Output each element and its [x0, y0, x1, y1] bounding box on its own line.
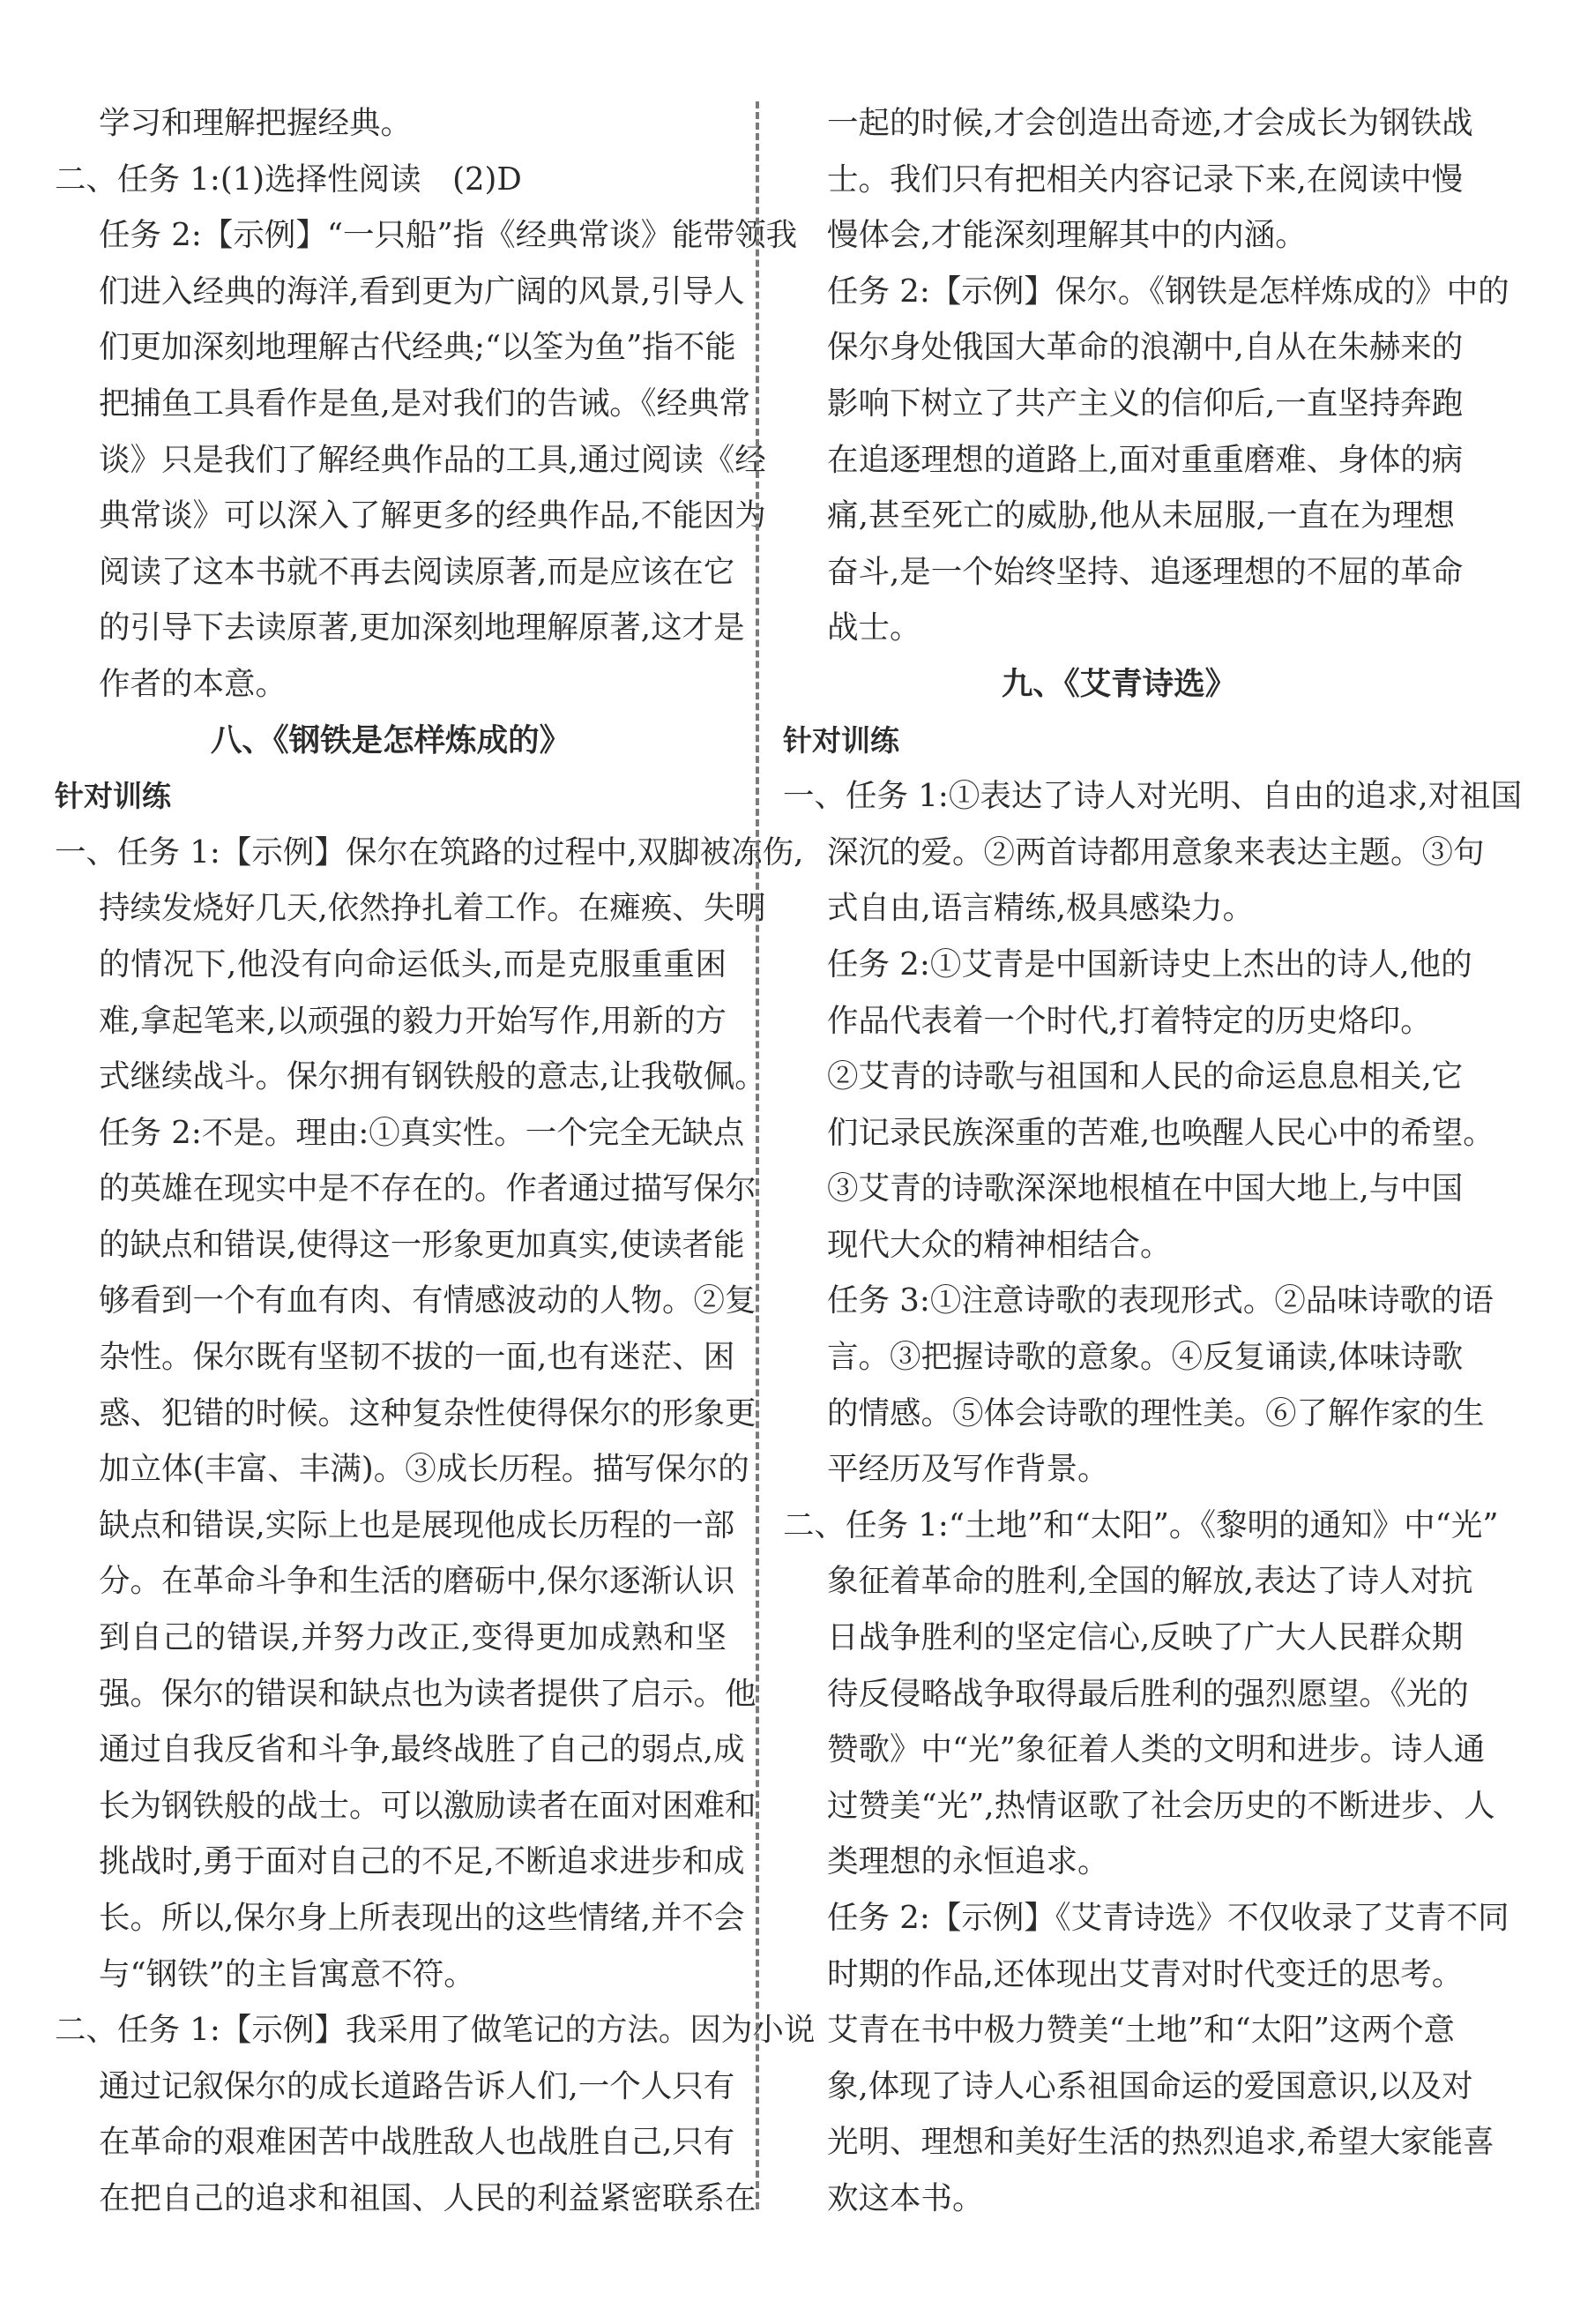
subsection-heading: 针对训练 [783, 722, 899, 758]
text-line: 们更加深刻地理解古代经典;“以筌为鱼”指不能 [99, 329, 736, 366]
text-line: ③艾青的诗歌深深地根植在中国大地上,与中国 [827, 1170, 1464, 1207]
text-line: 的情况下,他没有向命运低头,而是克服重重困 [99, 945, 727, 983]
text-line: 到自己的错误,并努力改正,变得更加成熟和坚 [99, 1619, 727, 1656]
text-line: 痛,甚至死亡的威胁,他从未屈服,一直在为理想 [827, 497, 1455, 534]
text-line: 持续发烧好几天,依然挣扎着工作。在瘫痪、失明 [99, 890, 766, 927]
text-line: 杂性。保尔既有坚韧不拔的一面,也有迷茫、困 [99, 1339, 735, 1376]
text-line: 待反侵略战争取得最后胜利的强烈愿望。《光的 [827, 1675, 1469, 1712]
section-title: 九、《艾青诗选》 [1001, 665, 1237, 702]
text-line: ②艾青的诗歌与祖国和人民的命运息息相关,它 [827, 1058, 1464, 1095]
column-divider [756, 101, 759, 2209]
text-line: 的引导下去读原著,更加深刻地理解原著,这才是 [99, 609, 745, 646]
text-line: 谈》只是我们了解经典作品的工具,通过阅读《经 [99, 441, 766, 478]
text-line: 二、任务 1:(1)选择性阅读 (2)D [55, 161, 522, 198]
text-line: 在追逐理想的道路上,面对重重磨难、身体的病 [827, 441, 1464, 478]
text-line: 战士。 [827, 609, 921, 646]
text-line: 强。保尔的错误和缺点也为读者提供了启示。他 [99, 1675, 757, 1712]
text-line: 赞歌》中“光”象征着人类的文明和进步。诗人通 [827, 1731, 1486, 1768]
text-line: 光明、理想和美好生活的热烈追求,希望大家能喜 [827, 2124, 1494, 2161]
text-line: 长。所以,保尔身上所表现出的这些情绪,并不会 [99, 1900, 745, 1936]
section-title: 八、《钢铁是怎样炼成的》 [210, 721, 571, 758]
text-line: 够看到一个有血有肉、有情感波动的人物。②复 [99, 1282, 757, 1319]
right-column [783, 95, 1523, 2227]
text-line: 平经历及写作背景。 [827, 1451, 1109, 1488]
text-line: 象,体现了诗人心系祖国命运的爱国意识,以及对 [827, 2067, 1473, 2104]
text-line: 典常谈》可以深入了解更多的经典作品,不能因为 [99, 497, 766, 534]
text-line: 加立体(丰富、丰满)。③成长历程。描写保尔的 [99, 1451, 749, 1488]
text-line: 作品代表着一个时代,打着特定的历史烙印。 [827, 1002, 1432, 1039]
text-line: 象征着革命的胜利,全国的解放,表达了诗人对抗 [827, 1563, 1473, 1600]
text-line: 过赞美“光”,热情讴歌了社会历史的不断进步、人 [827, 1787, 1495, 1824]
text-line: 通过记叙保尔的成长道路告诉人们,一个人只有 [99, 2067, 735, 2104]
text-line: 一起的时候,才会创造出奇迹,才会成长为钢铁战 [827, 105, 1473, 141]
text-line: 式自由,语言精练,极具感染力。 [827, 890, 1255, 927]
text-line: 的缺点和错误,使得这一形象更加真实,使读者能 [99, 1226, 745, 1263]
text-line: 保尔身处俄国大革命的浪潮中,自从在朱赫来的 [827, 329, 1464, 366]
text-line: 任务 2:①艾青是中国新诗史上杰出的诗人,他的 [827, 945, 1472, 983]
text-line: 二、任务 1:【示例】我采用了做笔记的方法。因为小说 [55, 2012, 816, 2049]
text-line: 通过自我反省和斗争,最终战胜了自己的弱点,成 [99, 1731, 745, 1768]
text-line: 在把自己的追求和祖国、人民的利益紧密联系在 [99, 2179, 757, 2216]
text-line: 类理想的永恒追求。 [827, 1843, 1109, 1880]
text-line: 士。我们只有把相关内容记录下来,在阅读中慢 [827, 161, 1464, 198]
text-line: 作者的本意。 [99, 665, 287, 702]
text-line: 时期的作品,还体现出艾青对时代变迁的思考。 [827, 1955, 1464, 1992]
left-column [55, 95, 816, 2227]
text-line: 慢体会,才能深刻理解其中的内涵。 [827, 217, 1307, 254]
text-line: 任务 2:【示例】保尔。《钢铁是怎样炼成的》中的 [827, 273, 1509, 310]
text-line: 奋斗,是一个始终坚持、追逐理想的不屈的革命 [827, 553, 1464, 590]
text-line: 二、任务 1:“土地”和“太阳”。《黎明的通知》中“光” [783, 1506, 1499, 1543]
text-line: 的英雄在现实中是不存在的。作者通过描写保尔 [99, 1170, 757, 1207]
text-line: 在革命的艰难困苦中战胜敌人也战胜自己,只有 [99, 2124, 735, 2161]
text-line: 式继续战斗。保尔拥有钢铁般的意志,让我敬佩。 [99, 1058, 766, 1095]
text-line: 与“钢铁”的主旨寓意不符。 [99, 1955, 475, 1992]
text-line: 们进入经典的海洋,看到更为广阔的风景,引导人 [99, 273, 745, 310]
text-line: 任务 2:【示例】“一只船”指《经典常谈》能带领我 [99, 217, 798, 254]
text-line: 欢这本书。 [827, 2179, 984, 2216]
text-line: 任务 3:①注意诗歌的表现形式。②品味诗歌的语 [827, 1282, 1494, 1319]
text-line: 惑、犯错的时候。这种复杂性使得保尔的形象更 [99, 1394, 757, 1431]
text-line: 言。③把握诗歌的意象。④反复诵读,体味诗歌 [827, 1339, 1464, 1376]
text-line: 任务 2:不是。理由:①真实性。一个完全无缺点 [99, 1114, 745, 1151]
text-line: 挑战时,勇于面对自己的不足,不断追求进步和成 [99, 1843, 745, 1880]
text-line: 们记录民族深重的苦难,也唤醒人民心中的希望。 [827, 1114, 1494, 1151]
text-line: 分。在革命斗争和生活的磨砺中,保尔逐渐认识 [99, 1563, 735, 1600]
text-line: 缺点和错误,实际上也是展现他成长历程的一部 [99, 1506, 735, 1543]
text-line: 深沉的爱。②两首诗都用意象来表达主题。③句 [827, 833, 1485, 871]
text-line: 影响下树立了共产主义的信仰后,一直坚持奔跑 [827, 385, 1464, 422]
text-line: 难,拿起笔来,以顽强的毅力开始写作,用新的方 [99, 1002, 727, 1039]
text-line: 一、任务 1:【示例】保尔在筑路的过程中,双脚被冻伤, [55, 833, 804, 871]
text-line: 学习和理解把握经典。 [99, 105, 413, 141]
text-line: 的情感。⑤体会诗歌的理性美。⑥了解作家的生 [827, 1394, 1485, 1431]
text-line: 现代大众的精神相结合。 [827, 1226, 1172, 1263]
text-line: 阅读了这本书就不再去阅读原著,而是应该在它 [99, 553, 735, 590]
text-line: 把捕鱼工具看作是鱼,是对我们的告诫。《经典常 [99, 385, 751, 422]
text-line: 艾青在书中极力赞美“土地”和“太阳”这两个意 [827, 2012, 1455, 2049]
text-line: 日战争胜利的坚定信心,反映了广大人民群众期 [827, 1619, 1464, 1656]
subsection-heading: 针对训练 [55, 779, 171, 814]
text-line: 长为钢铁般的战士。可以激励读者在面对困难和 [99, 1787, 757, 1824]
text-line: 任务 2:【示例】《艾青诗选》不仅收录了艾青不同 [827, 1900, 1509, 1936]
text-line: 一、任务 1:①表达了诗人对光明、自由的追求,对祖国 [783, 778, 1523, 815]
